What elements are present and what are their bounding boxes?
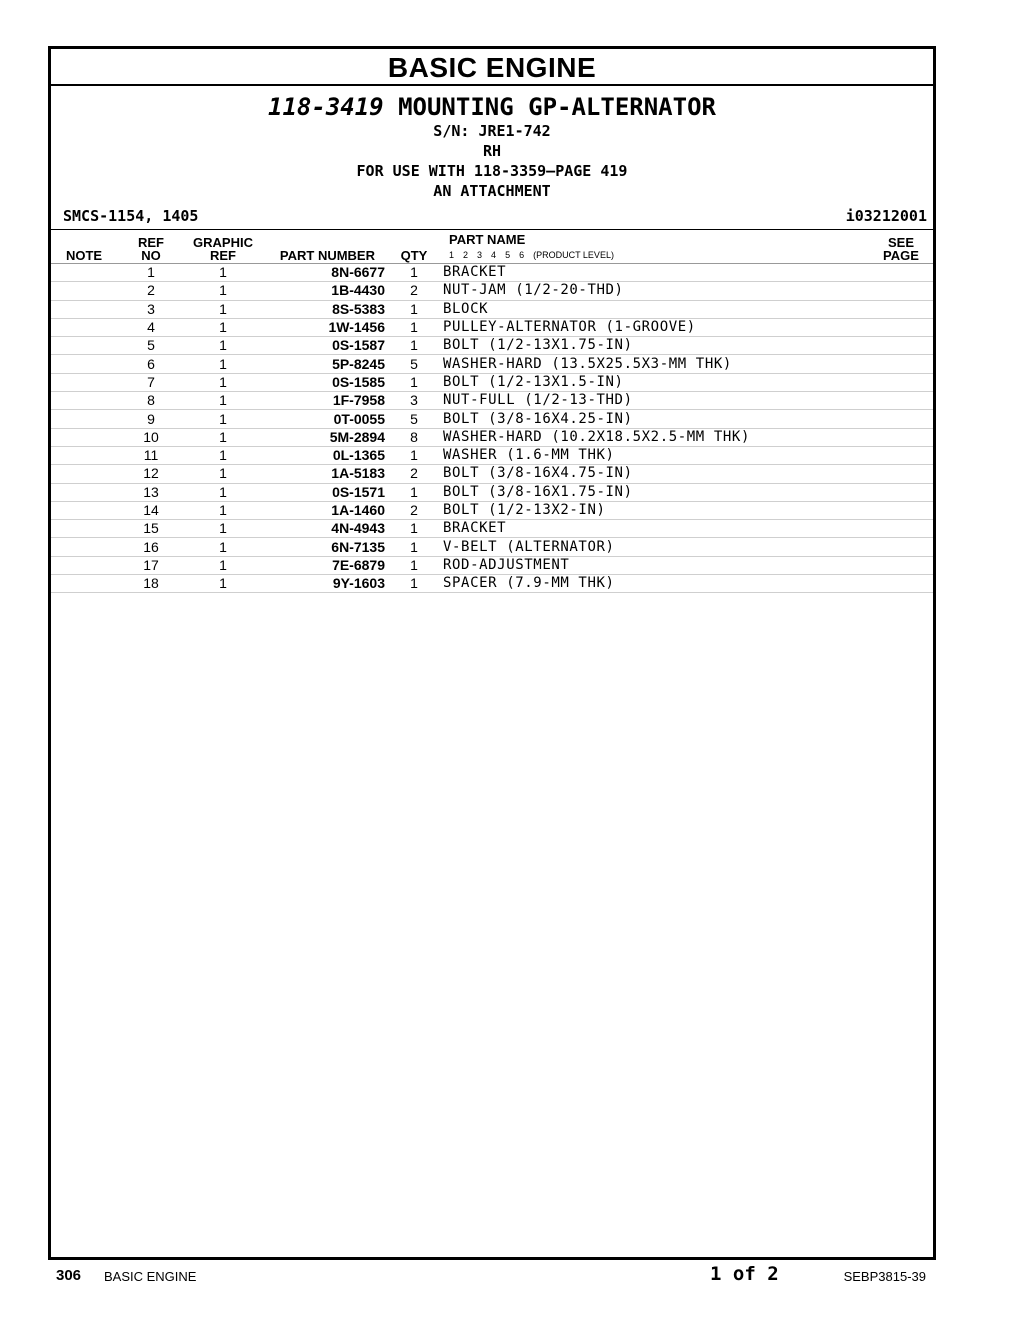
graphic-ref-cell: 1 — [185, 501, 261, 519]
note-cell — [51, 538, 117, 556]
see-page-cell — [869, 392, 933, 410]
graphic-ref-cell: 1 — [185, 337, 261, 355]
ref-no-cell: 12 — [117, 465, 185, 483]
see-page-cell — [869, 520, 933, 538]
illustration-id: i03212001 — [845, 207, 927, 225]
see-page-cell — [869, 538, 933, 556]
part-name-cell: V-BELT (ALTERNATOR) — [443, 538, 869, 556]
part-number-cell: 1B-4430 — [261, 282, 385, 300]
note-cell — [51, 428, 117, 446]
see-page-cell — [869, 446, 933, 464]
page-number: 306 — [56, 1267, 82, 1284]
parts-page-frame — [48, 46, 936, 1260]
part-name-cell: WASHER (1.6-MM THK) — [443, 446, 869, 464]
header-part-number: PART NUMBER — [261, 230, 385, 264]
table-row — [51, 520, 933, 538]
part-name-cell: BOLT (3/8-16X4.75-IN) — [443, 465, 869, 483]
graphic-ref-cell: 1 — [185, 392, 261, 410]
group-title — [51, 93, 933, 121]
header-graphic-ref: GRAPHIC REF — [185, 230, 261, 264]
see-page-cell — [869, 318, 933, 336]
table-row — [51, 300, 933, 318]
table-row — [51, 428, 933, 446]
graphic-ref-cell: 1 — [185, 520, 261, 538]
qty-cell: 1 — [385, 300, 443, 318]
table-row — [51, 465, 933, 483]
part-name-cell: WASHER-HARD (10.2X18.5X2.5-MM THK) — [443, 428, 869, 446]
part-name-cell: BOLT (1/2-13X2-IN) — [443, 501, 869, 519]
note-cell — [51, 575, 117, 593]
part-name-cell: BOLT (1/2-13X1.75-IN) — [443, 337, 869, 355]
part-name-cell: BOLT (1/2-13X1.5-IN) — [443, 373, 869, 391]
qty-cell: 8 — [385, 428, 443, 446]
header-qty: QTY — [385, 230, 443, 264]
ref-no-cell: 14 — [117, 501, 185, 519]
qty-cell: 1 — [385, 446, 443, 464]
side-line: RH — [482, 142, 502, 160]
see-page-cell — [869, 282, 933, 300]
graphic-ref-cell: 1 — [185, 538, 261, 556]
part-name-cell: WASHER-HARD (13.5X25.5X3-MM THK) — [443, 355, 869, 373]
table-row — [51, 538, 933, 556]
attachment-line: AN ATTACHMENT — [433, 182, 551, 200]
qty-cell: 1 — [385, 264, 443, 282]
see-page-cell — [869, 410, 933, 428]
part-number-cell: 5M-2894 — [261, 428, 385, 446]
see-page-cell — [869, 300, 933, 318]
table-row — [51, 264, 933, 282]
graphic-ref-cell: 1 — [185, 264, 261, 282]
note-cell — [51, 556, 117, 574]
table-row — [51, 501, 933, 519]
ref-no-cell: 16 — [117, 538, 185, 556]
ref-no-cell: 5 — [117, 337, 185, 355]
part-number-cell: 0S-1585 — [261, 373, 385, 391]
part-name-cell: NUT-FULL (1/2-13-THD) — [443, 392, 869, 410]
graphic-ref-cell: 1 — [185, 556, 261, 574]
note-cell — [51, 446, 117, 464]
qty-cell: 1 — [385, 318, 443, 336]
graphic-ref-cell: 1 — [185, 410, 261, 428]
see-page-cell — [869, 556, 933, 574]
qty-cell: 2 — [385, 465, 443, 483]
note-cell — [51, 264, 117, 282]
part-name-cell: BRACKET — [443, 520, 869, 538]
note-cell — [51, 300, 117, 318]
qty-cell: 1 — [385, 556, 443, 574]
part-name-cell: ROD-ADJUSTMENT — [443, 556, 869, 574]
document-id: SEBP3815-39 — [843, 1269, 926, 1284]
note-cell — [51, 520, 117, 538]
table-row — [51, 282, 933, 300]
table-row — [51, 483, 933, 501]
part-number-cell: 7E-6879 — [261, 556, 385, 574]
part-number-cell: 9Y-1603 — [261, 575, 385, 593]
part-name-cell: BRACKET — [443, 264, 869, 282]
ref-no-cell: 7 — [117, 373, 185, 391]
see-page-cell — [869, 355, 933, 373]
part-number-cell: 8S-5383 — [261, 300, 385, 318]
smcs-row — [51, 205, 933, 229]
ref-no-cell: 11 — [117, 446, 185, 464]
qty-cell: 3 — [385, 392, 443, 410]
table-row — [51, 337, 933, 355]
see-page-cell — [869, 501, 933, 519]
use-with-line: FOR USE WITH 118-3359—PAGE 419 — [356, 162, 628, 180]
table-row — [51, 355, 933, 373]
note-cell — [51, 483, 117, 501]
ref-no-cell: 4 — [117, 318, 185, 336]
note-cell — [51, 355, 117, 373]
note-cell — [51, 465, 117, 483]
part-number-cell: 4N-4943 — [261, 520, 385, 538]
part-number-cell: 0S-1587 — [261, 337, 385, 355]
ref-no-cell: 18 — [117, 575, 185, 593]
ref-no-cell: 1 — [117, 264, 185, 282]
see-page-cell — [869, 337, 933, 355]
graphic-ref-cell: 1 — [185, 446, 261, 464]
ref-no-cell: 9 — [117, 410, 185, 428]
see-page-cell — [869, 575, 933, 593]
qty-cell: 1 — [385, 520, 443, 538]
graphic-ref-cell: 1 — [185, 355, 261, 373]
smcs-code: SMCS-1154, 1405 — [63, 207, 199, 225]
part-number-cell: 0L-1365 — [261, 446, 385, 464]
table-row — [51, 556, 933, 574]
see-page-cell — [869, 373, 933, 391]
qty-cell: 1 — [385, 337, 443, 355]
serial-number-line: S/N: JRE1-742 — [433, 122, 551, 140]
graphic-ref-cell: 1 — [185, 483, 261, 501]
header-part-name: PART NAME 1 2 3 4 5 6 (PRODUCT LEVEL) — [443, 230, 869, 264]
part-name-cell: PULLEY-ALTERNATOR (1-GROOVE) — [443, 318, 869, 336]
part-number-cell: 8N-6677 — [261, 264, 385, 282]
qty-cell: 1 — [385, 538, 443, 556]
sheet-indicator: 1 of 2 — [710, 1263, 779, 1285]
parts-table-body — [51, 264, 933, 593]
qty-cell: 5 — [385, 355, 443, 373]
part-name-cell: BOLT (3/8-16X4.25-IN) — [443, 410, 869, 428]
part-number-cell: 1A-1460 — [261, 501, 385, 519]
note-cell — [51, 501, 117, 519]
note-cell — [51, 318, 117, 336]
qty-cell: 1 — [385, 483, 443, 501]
graphic-ref-cell: 1 — [185, 465, 261, 483]
see-page-cell — [869, 483, 933, 501]
see-page-cell — [869, 465, 933, 483]
part-number-cell: 1A-5183 — [261, 465, 385, 483]
qty-cell: 1 — [385, 373, 443, 391]
note-cell — [51, 373, 117, 391]
part-number-cell: 0S-1571 — [261, 483, 385, 501]
note-cell — [51, 282, 117, 300]
graphic-ref-cell: 1 — [185, 300, 261, 318]
ref-no-cell: 17 — [117, 556, 185, 574]
part-number-cell: 0T-0055 — [261, 410, 385, 428]
graphic-ref-cell: 1 — [185, 282, 261, 300]
part-number-cell: 1F-7958 — [261, 392, 385, 410]
note-cell — [51, 337, 117, 355]
product-level-scale: 1 2 3 4 5 6 (PRODUCT LEVEL) — [449, 250, 614, 260]
part-number-cell: 6N-7135 — [261, 538, 385, 556]
table-row — [51, 392, 933, 410]
page-footer — [56, 1265, 926, 1287]
header-ref-no: REF NO — [117, 230, 185, 264]
part-name-cell: SPACER (7.9-MM THK) — [443, 575, 869, 593]
table-row — [51, 318, 933, 336]
header-see-page: SEE PAGE — [869, 230, 933, 264]
ref-no-cell: 15 — [117, 520, 185, 538]
note-cell — [51, 392, 117, 410]
section-title: BASIC ENGINE — [51, 49, 933, 86]
ref-no-cell: 10 — [117, 428, 185, 446]
table-header-row — [51, 230, 933, 264]
part-number-cell: 1W-1456 — [261, 318, 385, 336]
qty-cell: 5 — [385, 410, 443, 428]
graphic-ref-cell: 1 — [185, 428, 261, 446]
ref-no-cell: 3 — [117, 300, 185, 318]
ref-no-cell: 6 — [117, 355, 185, 373]
qty-cell: 2 — [385, 501, 443, 519]
table-row — [51, 446, 933, 464]
footer-section: BASIC ENGINE — [104, 1269, 197, 1284]
graphic-ref-cell: 1 — [185, 318, 261, 336]
see-page-cell — [869, 428, 933, 446]
part-number-cell: 5P-8245 — [261, 355, 385, 373]
header-note: NOTE — [51, 230, 117, 264]
ref-no-cell: 2 — [117, 282, 185, 300]
qty-cell: 2 — [385, 282, 443, 300]
group-name: MOUNTING GP-ALTERNATOR — [398, 93, 716, 121]
see-page-cell — [869, 264, 933, 282]
ref-no-cell: 13 — [117, 483, 185, 501]
part-name-cell: BLOCK — [443, 300, 869, 318]
graphic-ref-cell: 1 — [185, 575, 261, 593]
ref-no-cell: 8 — [117, 392, 185, 410]
table-row — [51, 575, 933, 593]
table-row — [51, 410, 933, 428]
qty-cell: 1 — [385, 575, 443, 593]
part-name-cell: BOLT (3/8-16X1.75-IN) — [443, 483, 869, 501]
table-row — [51, 373, 933, 391]
note-cell — [51, 410, 117, 428]
parts-table — [51, 229, 933, 593]
part-name-cell: NUT-JAM (1/2-20-THD) — [443, 282, 869, 300]
graphic-ref-cell: 1 — [185, 373, 261, 391]
group-number: 118-3419 — [268, 93, 384, 121]
